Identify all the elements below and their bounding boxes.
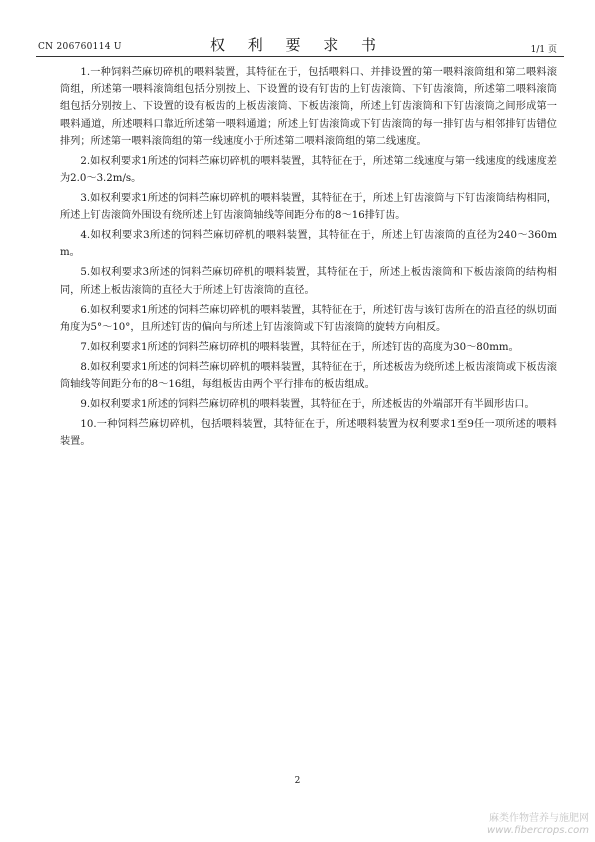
watermark <box>439 813 589 837</box>
publication-number: CN 206760114 U <box>38 42 122 52</box>
claim-6: 6.如权利要求1所述的饲料苎麻切碎机的喂料装置，其特征在于，所述钉齿与该钉齿所在的沿直径的纵切面角度为5°～10°，且所述钉齿的偏向与所述上钉齿滚筒或下钉齿滚筒的旋转方向相反。 <box>60 304 557 333</box>
page-header <box>0 0 595 58</box>
claim-4: 4.如权利要求3所述的饲料苎麻切碎机的喂料装置，其特征在于，所述上钉齿滚筒的直径为240～360mm。 <box>60 230 557 259</box>
watermark-url: www.fibercrops.com <box>487 825 589 836</box>
page-number: 2 <box>294 776 301 786</box>
watermark-site-name: 麻类作物营养与施肥网 <box>489 813 589 824</box>
claim-8: 8.如权利要求1所述的饲料苎麻切碎机的喂料装置，其特征在于，所述板齿为绕所述上板齿滚筒或下板齿滚筒轴线等间距分布的8～16组，每组板齿由两个平行排布的板齿组成。 <box>60 361 557 391</box>
claim-7: 7.如权利要求1所述的饲料苎麻切碎机的喂料装置，其特征在于，所述钉齿的高度为30～80mm。 <box>80 341 519 353</box>
header-divider <box>36 56 564 57</box>
claim-3: 3.如权利要求1所述的饲料苎麻切碎机的喂料装置，其特征在于，所述上钉齿滚筒与下钉齿滚筒结构相同，所述上钉齿滚筒外围设有绕所述上钉齿滚筒轴线等间距分布的8～16排钉齿。 <box>60 193 557 222</box>
claims-list <box>60 64 557 453</box>
document-title: 权 利 要 求 书 <box>209 36 386 54</box>
page-count: 1/1 页 <box>530 45 557 55</box>
claim-5: 5.如权利要求3所述的饲料苎麻切碎机的喂料装置，其特征在于，所述上板齿滚筒和下板齿滚筒的结构相同，所述上板齿滚筒的直径大于所述上钉齿滚筒的直径。 <box>60 267 557 296</box>
claim-2: 2.如权利要求1所述的饲料苎麻切碎机的喂料装置，其特征在于，所述第二线速度与第一线速度的线速度差为2.0～3.2m/s。 <box>60 155 557 185</box>
claim-10: 10.一种饲料苎麻切碎机，包括喂料装置，其特征在于，所述喂料装置为权利要求1至9任一项所述的喂料装置。 <box>60 419 557 448</box>
claim-1: 1.一种饲料苎麻切碎机的喂料装置，其特征在于，包括喂料口、并排设置的第一喂料滚筒组和第二喂料滚筒组，所述第一喂料滚筒组包括分别按上、下设置的设有钉齿的上钉齿滚筒、下钉齿滚筒，所述第二喂料滚筒组包括分别按上、下设置的设有板齿的上板齿滚筒、下板齿滚筒，所述上钉齿滚筒和下钉齿滚筒之间形成第一喂料通道，所述喂料口靠近所述第一喂料通道；所述上钉齿滚筒或下钉齿滚筒的每一排钉齿与相邻排钉齿错位排列；所述第一喂料滚筒组的第一线速度小于所述第二喂料滚筒组的第二线速度。 <box>60 67 557 147</box>
claim-9: 9.如权利要求1所述的饲料苎麻切碎机的喂料装置，其特征在于，所述板齿的外端部开有半圆形齿口。 <box>80 399 535 411</box>
